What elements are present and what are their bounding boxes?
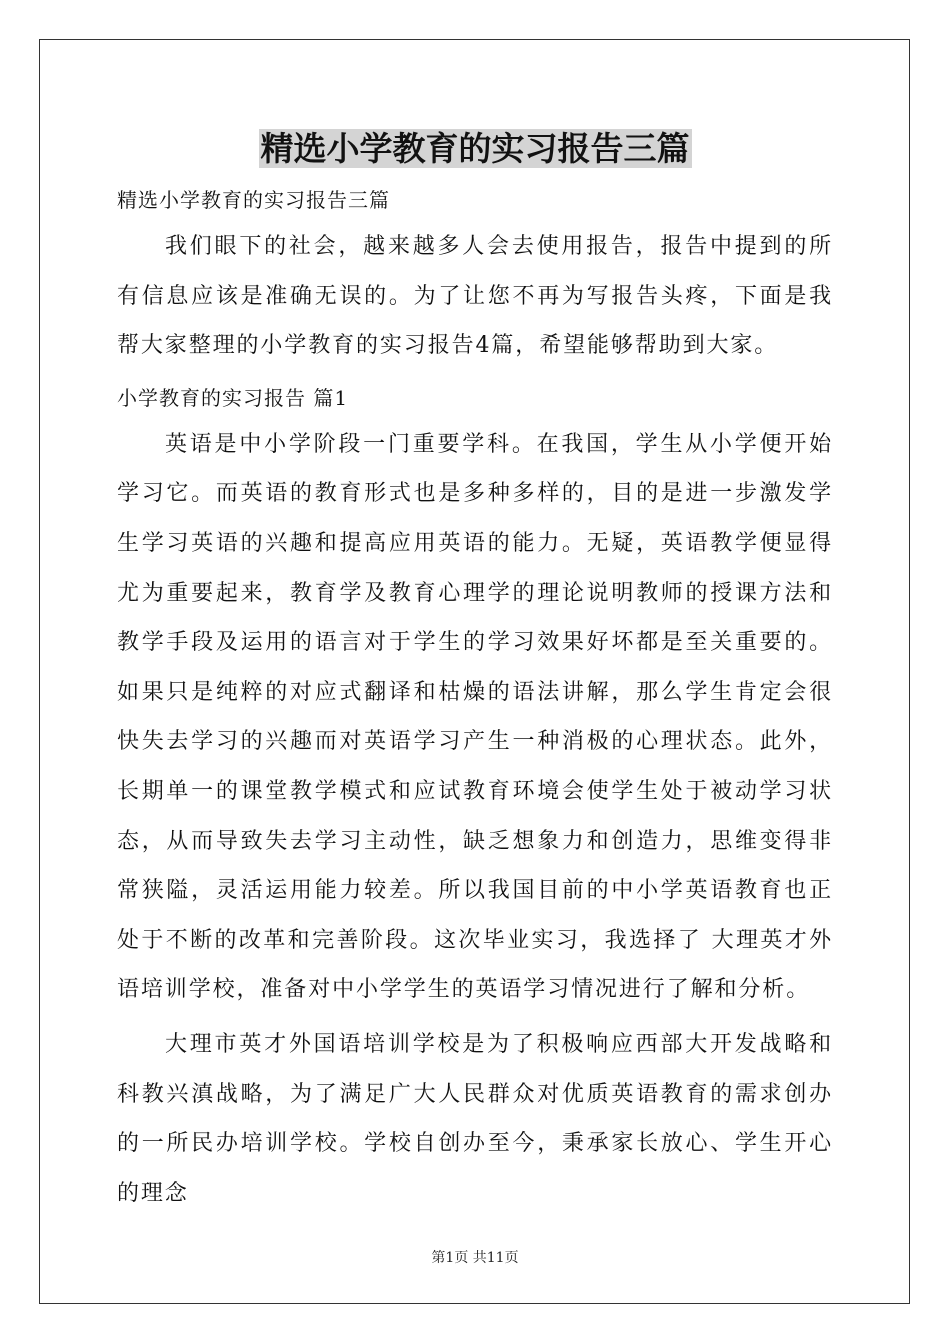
- page-footer: 第1页 共11页: [431, 1250, 519, 1266]
- document-title-text: 精选小学教育的实习报告三篇: [260, 129, 690, 168]
- document-body: [117, 178, 833, 1223]
- body-paragraph-1: 英语是中小学阶段一门重要学科。在我国，学生从小学便开始学习它。而英语的教育形式也是多种多样的，目的是进一步激发学生学习英语的兴趣和提高应用英语的能力。无疑，英语教学便显得尤为重要起来，教育学及教育心理学的理论说明教师的授课方法和教学手段及运用的语言对于学生的学习效果好坏都是至关重要的。如果只是纯粹的对应式翻译和枯燥的语法讲解，那么学生肯定会很快失去学习的兴趣而对英语学习产生一种消极的心理状态。此外，长期单一的课堂教学模式和应试教育环境会使学生处于被动学习状态，从而导致失去学习主动性，缺乏想象力和创造力，思维变得非常狭隘，灵活运用能力较差。所以我国目前的中小学英语教育也正处于不断的改革和完善阶段。这次毕业实习，我选择了 大理英才外语培训学校，准备对中小学学生的英语学习情况进行了解和分析。: [117, 431, 833, 1003]
- body-paragraph-2: 大理市英才外国语培训学校是为了积极响应西部大开发战略和科教兴滇战略，为了满足广大人民群众对优质英语教育的需求创办的一所民办培训学校。学校自创办至今，秉承家长放心、学生开心的理念: [117, 1031, 833, 1206]
- document-subtitle: 精选小学教育的实习报告三篇: [117, 188, 390, 212]
- document-title: [0, 126, 950, 172]
- intro-paragraph: 我们眼下的社会，越来越多人会去使用报告，报告中提到的所有信息应该是准确无误的。为了让您不再为写报告头疼，下面是我帮大家整理的小学教育的实习报告4篇，希望能够帮助到大家。: [117, 234, 833, 359]
- section-heading: 小学教育的实习报告 篇1: [117, 385, 349, 410]
